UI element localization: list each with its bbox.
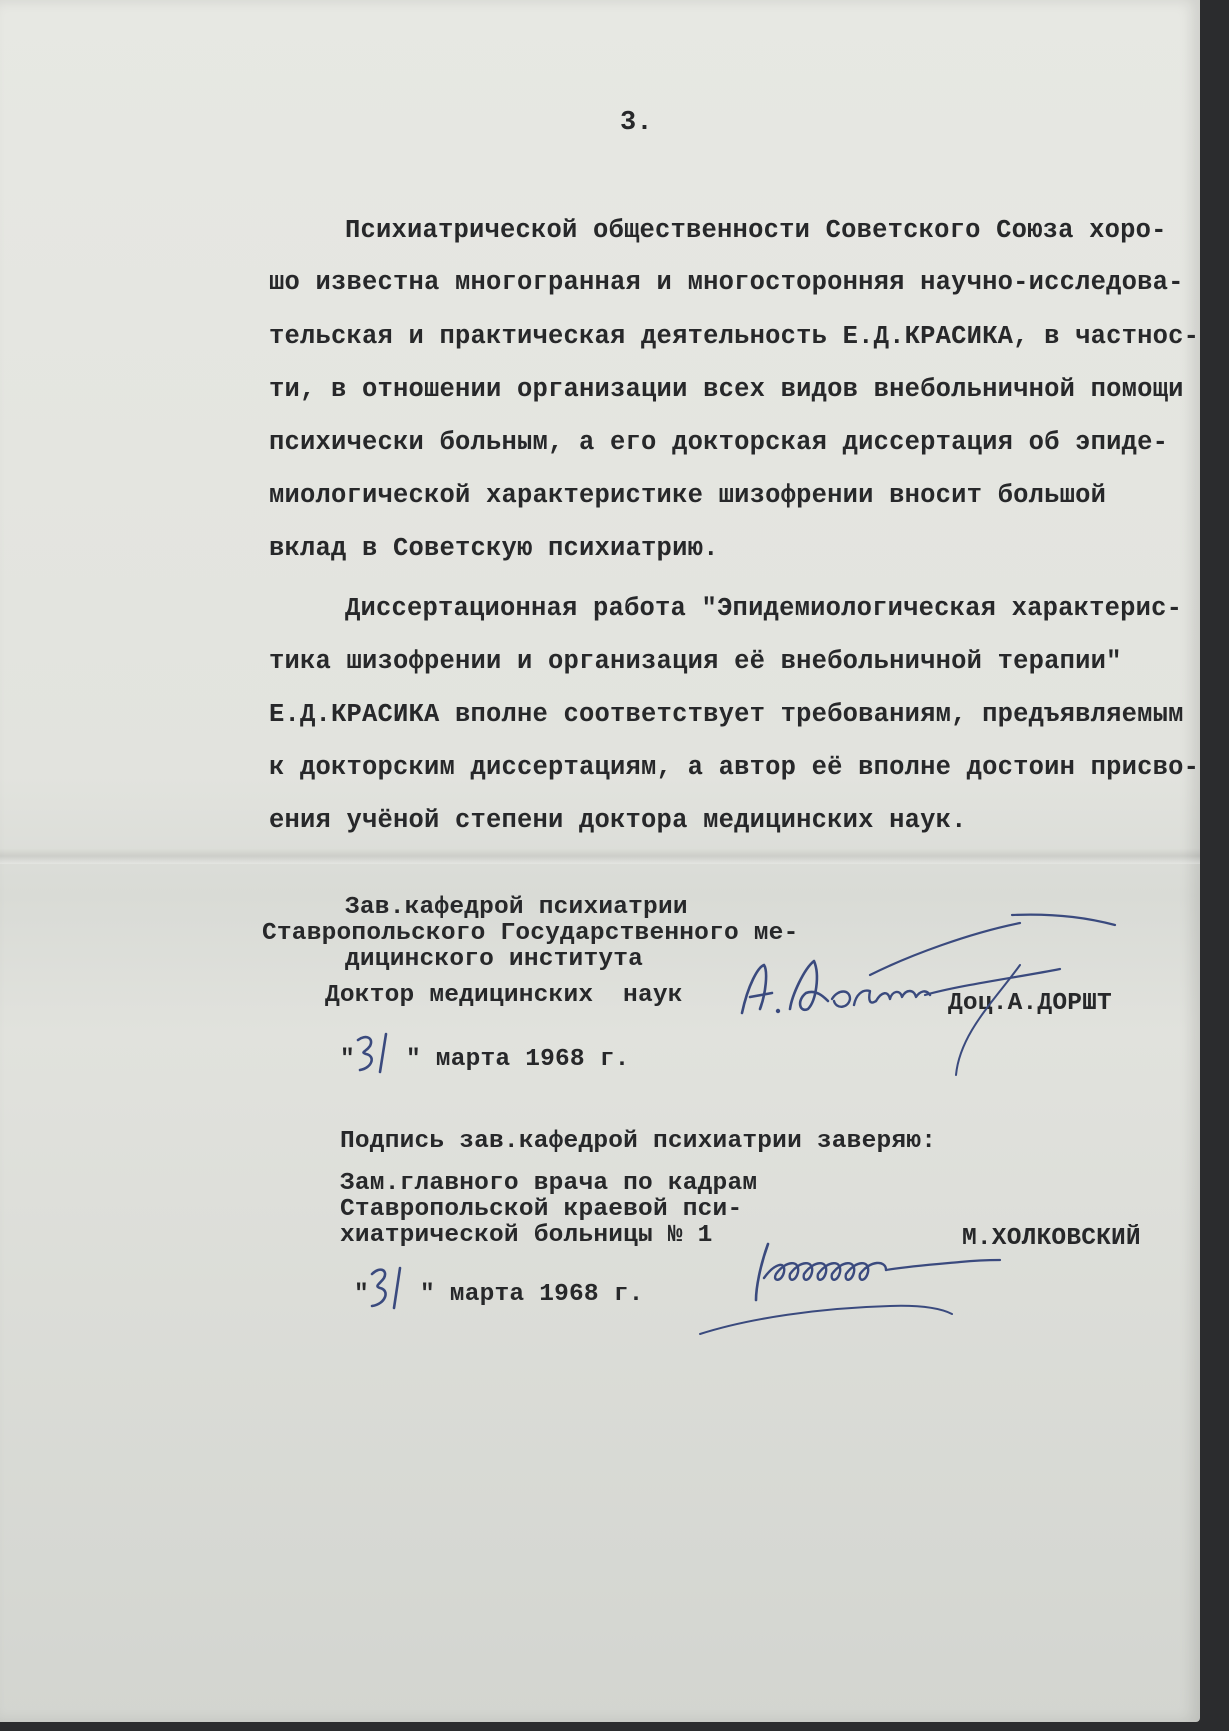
signatory1-degree: Доктор медицинских наук — [325, 982, 683, 1009]
signatory1-position-line-3: дицинского института — [345, 946, 644, 973]
paragraph1-line-5: психически больным, а его докторская диссертация об эпиде- — [269, 428, 1169, 457]
paragraph1-line-1: Психиатрической общественности Советского Союза хоро- — [345, 216, 1167, 245]
paragraph1-line-7: вклад в Советскую психиатрию. — [269, 534, 719, 563]
paragraph1-line-4: ти, в отношении организации всех видов внебольничной помощи — [269, 375, 1184, 404]
certification-position-line-1: Зам.главного врача по кадрам — [340, 1170, 758, 1197]
signatory1-date-quote: " — [340, 1046, 355, 1073]
paper-fold — [0, 848, 1200, 864]
signature-kholkovsky-image — [690, 1238, 1070, 1348]
certification-position-line-2: Ставропольской краевой пси- — [340, 1196, 743, 1223]
signatory1-date-rest: " марта 1968 г. — [406, 1046, 630, 1073]
paragraph2-line-2: тика шизофрении и организация её внебольничной терапии" — [269, 647, 1122, 676]
certification-position-line-3: хиатрической больницы № 1 — [340, 1222, 713, 1249]
paragraph1-line-3: тельская и практическая деятельность Е.Д.КРАСИКА, в частнос- — [269, 322, 1200, 351]
certification-date-rest: " марта 1968 г. — [420, 1281, 644, 1308]
paragraph2-line-1: Диссертационная работа "Эпидемиологическая характерис- — [345, 594, 1183, 623]
paragraph2-line-3: Е.Д.КРАСИКА вполне соответствует требованиям, предъявляемым — [269, 700, 1184, 729]
signatory1-position-line-2: Ставропольского Государственного ме- — [262, 920, 799, 947]
signature-dorsht-image — [720, 905, 1120, 1080]
certification-date-day-handwritten — [366, 1262, 416, 1314]
certification-heading: Подпись зав.кафедрой психиатрии заверяю: — [340, 1128, 937, 1155]
certification-name: М.ХОЛКОВСКИЙ — [962, 1225, 1141, 1252]
paragraph1-line-6: миологической характеристике шизофрении вносит большой — [269, 481, 1107, 510]
paragraph1-line-2: шо известна многогранная и многосторонняя научно-исследова- — [269, 268, 1184, 297]
paragraph2-line-4: к докторским диссертациям, а автор её вполне достоин присво- — [269, 753, 1200, 782]
page-number: 3. — [620, 108, 653, 138]
paragraph2-line-5: ения учёной степени доктора медицинских наук. — [269, 806, 967, 835]
signatory1-date-day-handwritten — [352, 1030, 402, 1078]
signatory1-position-line-1: Зав.кафедрой психиатрии — [345, 894, 688, 921]
certification-date-quote: " — [354, 1281, 369, 1308]
signatory1-name: Доц.А.ДОРШТ — [948, 990, 1112, 1017]
